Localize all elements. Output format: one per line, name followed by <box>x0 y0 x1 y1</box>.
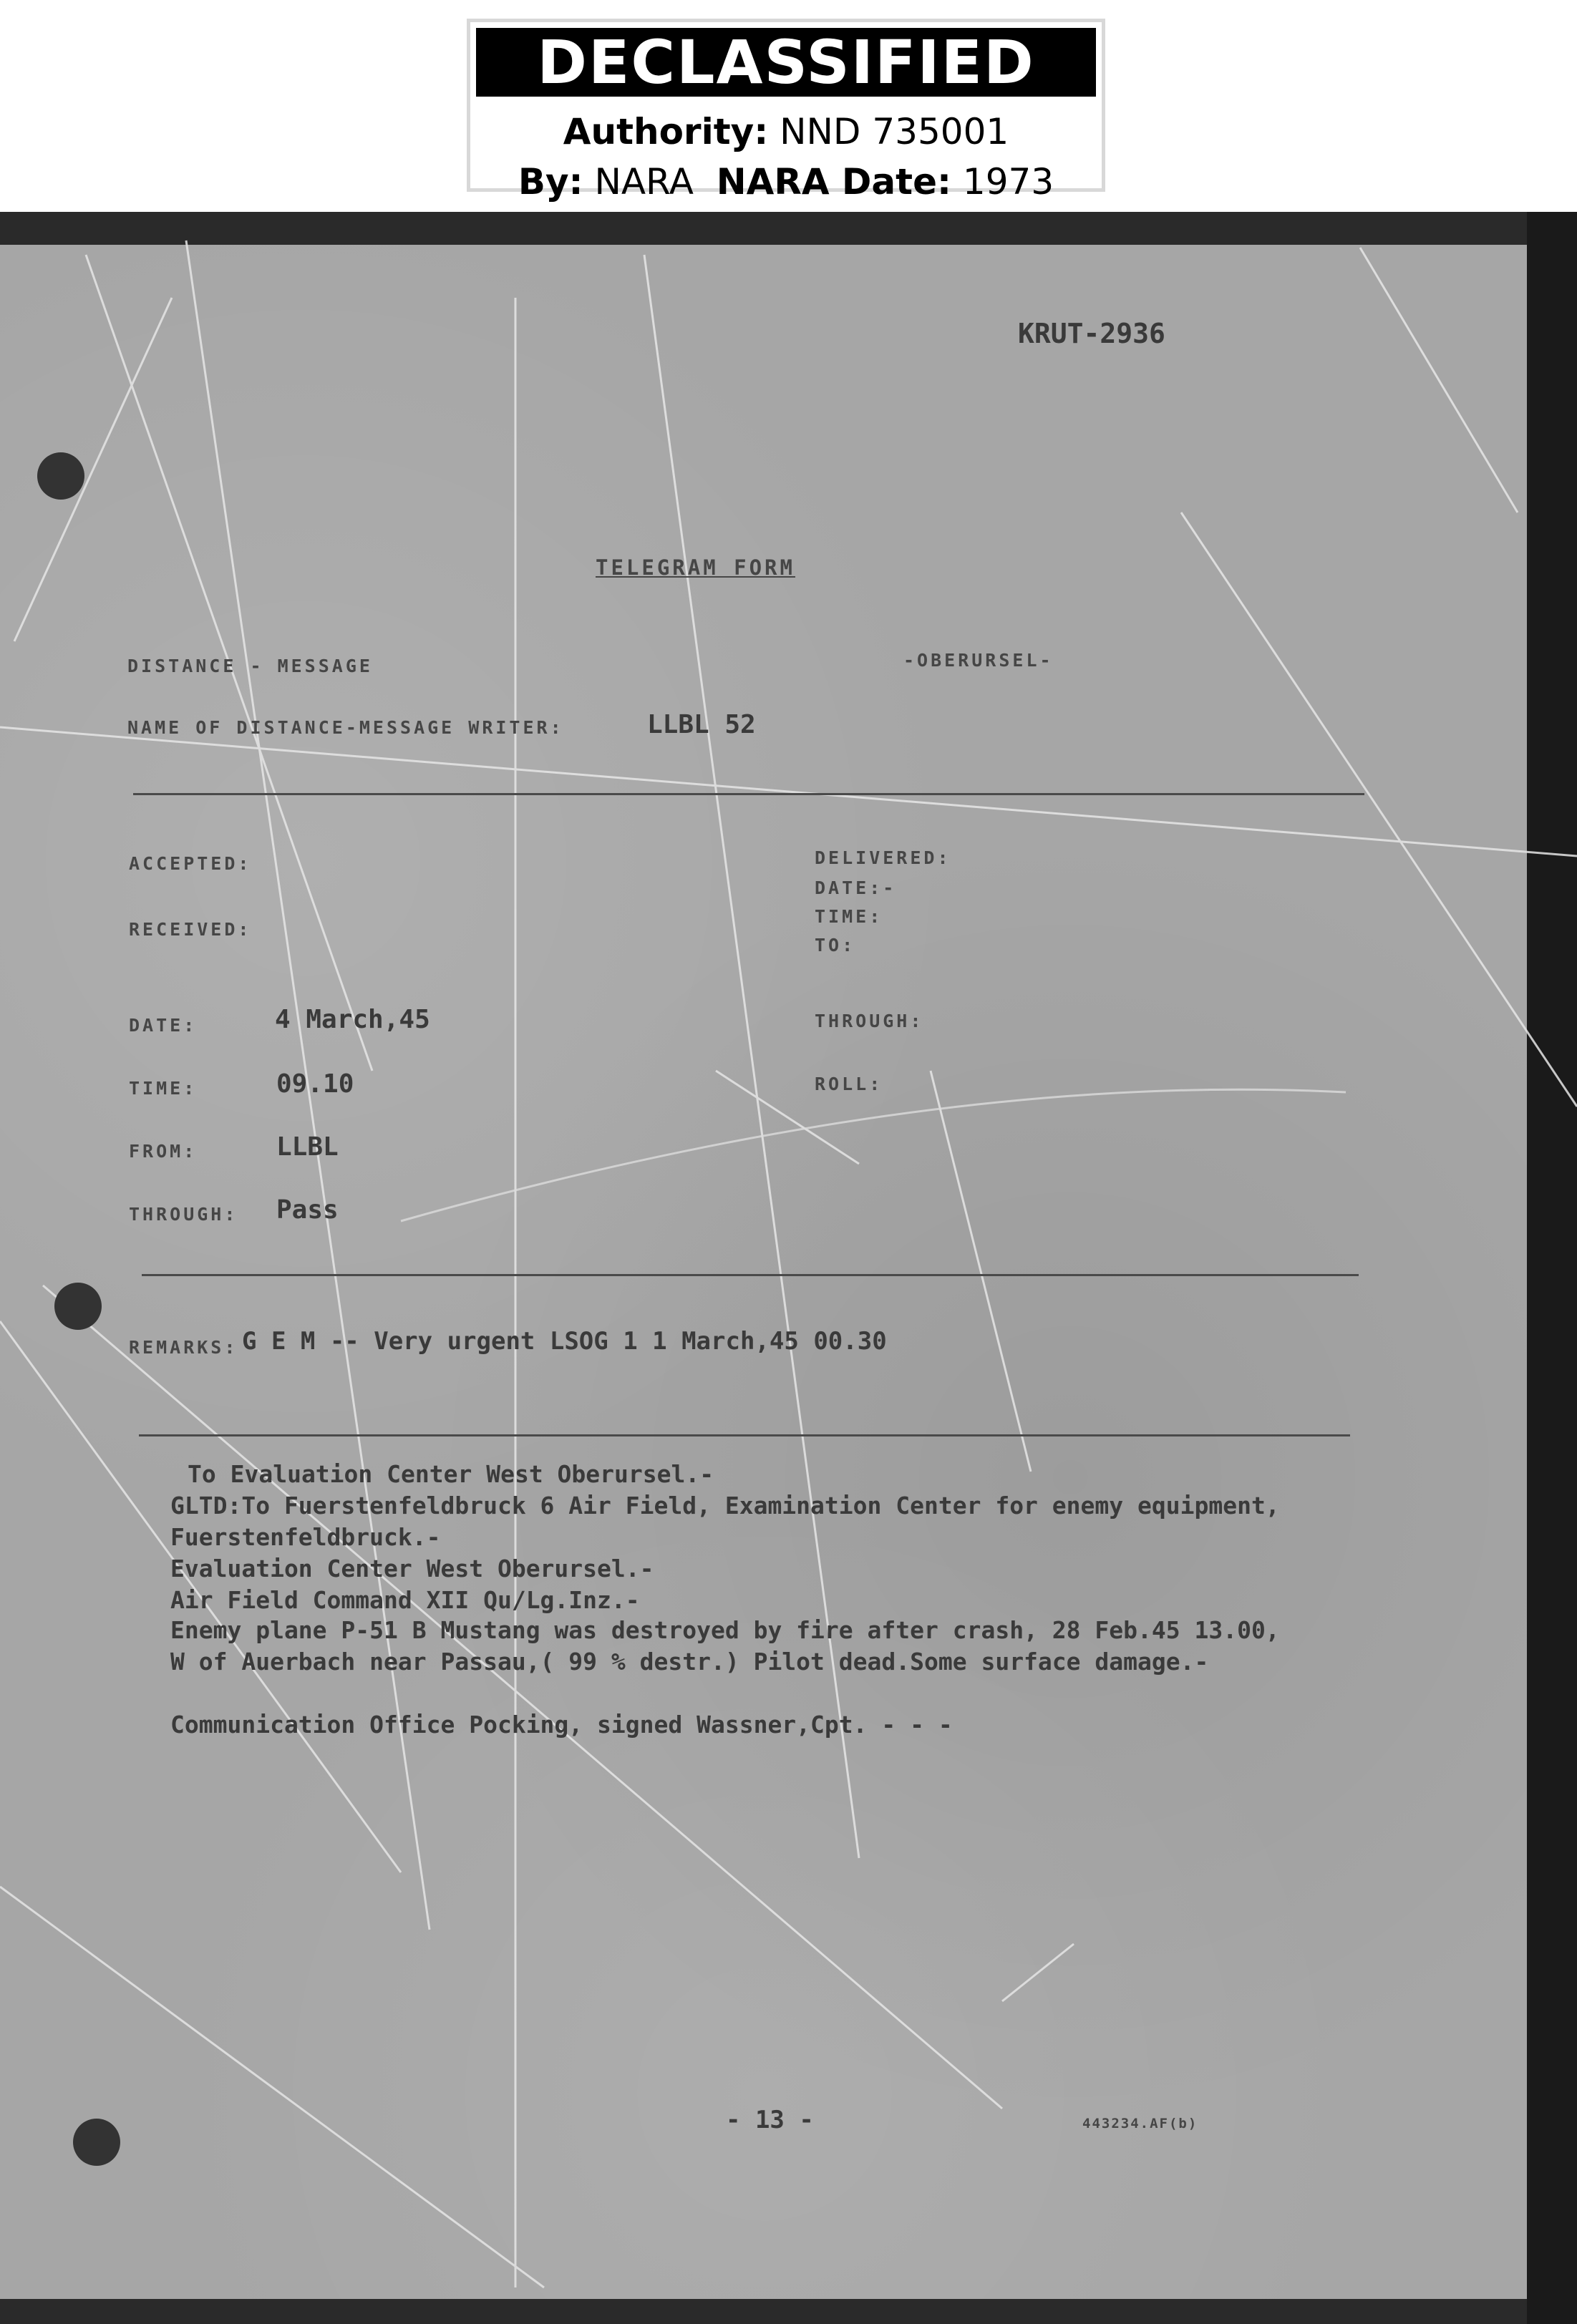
reference-number: KRUT-2936 <box>1018 318 1165 349</box>
divider-bottom <box>139 1434 1350 1436</box>
footer-code: 443234.AF(b) <box>1082 2116 1198 2131</box>
body-line-2: GLTD:To Fuerstenfeldbruck 6 Air Field, Examination Center for enemy equipment, <box>170 1492 1280 1520</box>
body-line-3: Fuerstenfeldbruck.- <box>170 1523 441 1551</box>
delivered-to-label: TO: <box>815 935 856 956</box>
through-label: THROUGH: <box>129 1204 238 1225</box>
stamp-authority-value: NND 735001 <box>780 111 1009 152</box>
stamp-authority-label: Authority: <box>563 111 769 152</box>
roll-label: ROLL: <box>815 1074 883 1094</box>
time-label: TIME: <box>129 1078 198 1099</box>
stamp-by-date <box>470 161 1102 203</box>
body-line-5: Air Field Command XII Qu/Lg.Inz.- <box>170 1586 640 1614</box>
body-line-8: Communication Office Pocking, signed Wassner,Cpt. - - - <box>170 1711 953 1739</box>
stamp-date-label: NARA Date: <box>716 161 951 203</box>
scratch-marks <box>0 212 1577 2324</box>
stamp-date-value: 1973 <box>962 161 1054 203</box>
stamp-by-value: NARA <box>594 161 694 203</box>
stamp-by-label: By: <box>518 161 583 203</box>
punch-hole-middle <box>54 1283 102 1330</box>
writer-value: LLBL 52 <box>647 710 756 739</box>
delivered-date-label: DATE:- <box>815 877 897 898</box>
declassified-stamp <box>467 19 1105 203</box>
from-label: FROM: <box>129 1141 198 1162</box>
form-title: TELEGRAM FORM <box>596 555 795 580</box>
time-value: 09.10 <box>276 1069 354 1099</box>
through-right-label: THROUGH: <box>815 1011 924 1031</box>
divider-top <box>133 793 1364 795</box>
through-value: Pass <box>276 1195 339 1225</box>
remarks-value: G E M -- Very urgent LSOG 1 1 March,45 00.30 <box>242 1327 887 1356</box>
divider-middle <box>142 1274 1359 1276</box>
stamp-authority <box>470 111 1102 152</box>
body-line-4: Evaluation Center West Oberursel.- <box>170 1555 654 1582</box>
received-label: RECEIVED: <box>129 919 252 940</box>
punch-hole-bottom <box>73 2119 120 2166</box>
scanned-page <box>0 212 1577 2324</box>
punch-hole-top <box>37 452 84 500</box>
distance-message-label: DISTANCE - MESSAGE <box>127 656 373 676</box>
body-line-1: To Evaluation Center West Oberursel.- <box>188 1460 714 1488</box>
date-value: 4 March,45 <box>275 1005 430 1034</box>
location-label: -OBERURSEL- <box>903 650 1054 671</box>
from-value: LLBL <box>276 1132 339 1162</box>
delivered-time-label: TIME: <box>815 906 883 927</box>
date-label: DATE: <box>129 1015 198 1036</box>
body-line-7: W of Auerbach near Passau,( 99 % destr.) Pilot dead.Some surface damage.- <box>170 1648 1209 1676</box>
delivered-label: DELIVERED: <box>815 847 951 868</box>
remarks-label: REMARKS: <box>129 1337 238 1358</box>
writer-label: NAME OF DISTANCE-MESSAGE WRITER: <box>127 717 564 738</box>
stamp-title: DECLASSIFIED <box>476 28 1096 97</box>
page-number: - 13 - <box>726 2106 814 2134</box>
accepted-label: ACCEPTED: <box>129 853 252 874</box>
body-line-6: Enemy plane P-51 B Mustang was destroyed by fire after crash, 28 Feb.45 13.00, <box>170 1616 1280 1644</box>
